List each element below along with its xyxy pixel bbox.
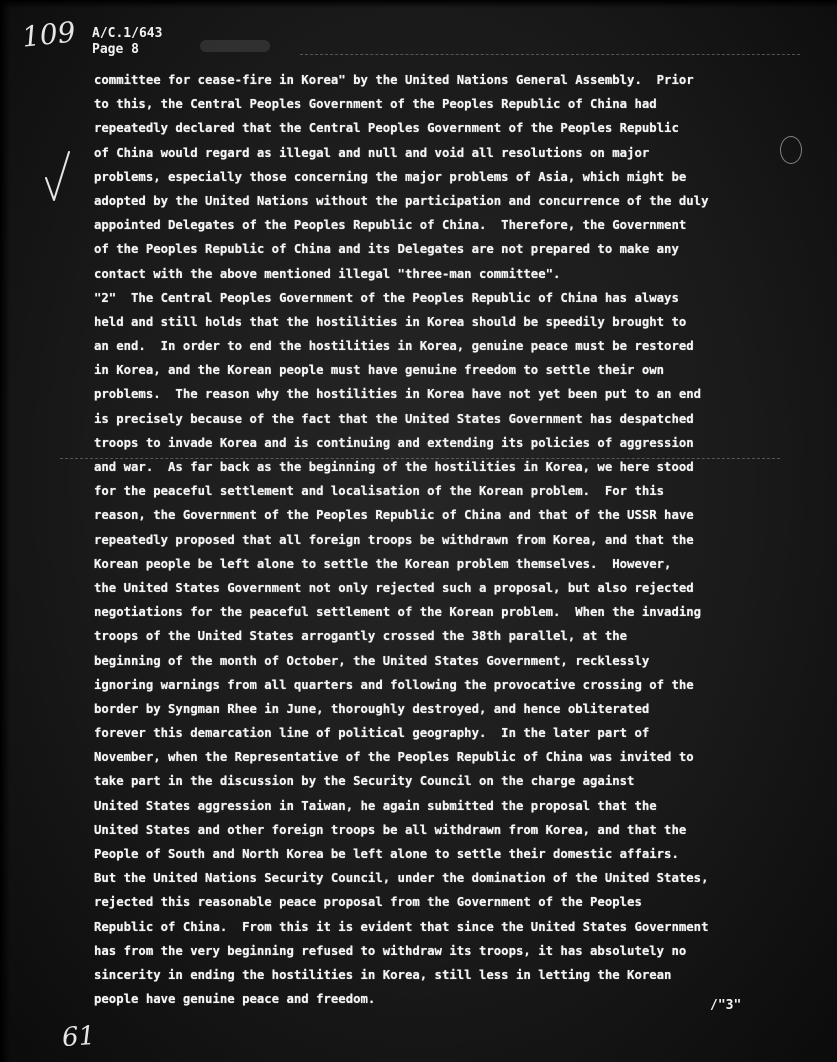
text-line: has from the very beginning refused to withdraw its troops, it has absolutely no — [94, 943, 687, 958]
text-line: to this, the Central Peoples Government of the Peoples Republic of China had — [94, 97, 657, 112]
text-line: repeatedly declared that the Central Peoples Government of the Peoples Republic — [94, 121, 679, 136]
text-line: ignoring warnings from all quarters and following the provocative crossing of the — [94, 677, 694, 692]
text-line: of the Peoples Republic of China and its Delegates are not prepared to make any — [94, 242, 679, 257]
text-line: an end. In order to end the hostilities in Korea, genuine peace must be restored — [94, 339, 694, 354]
text-line: problems, especially those concerning the major problems of Asia, which might be — [94, 169, 687, 184]
text-line: is precisely because of the fact that the United States Government has despatched — [94, 411, 694, 426]
text-line: problems. The reason why the hostilities in Korea have not yet been put to an end — [94, 387, 702, 402]
page-label: Page 8 — [92, 42, 139, 57]
scan-artifact-line — [300, 54, 800, 56]
ink-smudge — [200, 40, 270, 52]
text-line: adopted by the United Nations without the participation and concurrence of the duly — [94, 193, 709, 208]
text-line: Republic of China. From this it is evident that since the United States Government — [94, 919, 709, 934]
text-line: appointed Delegates of the Peoples Republic of China. Therefore, the Government — [94, 218, 687, 233]
text-line: But the United Nations Security Council, under the domination of the United States, — [94, 871, 709, 886]
handwritten-folio-number: 109 — [20, 15, 78, 54]
text-line: in Korea, and the Korean people must have genuine freedom to settle their own — [94, 363, 665, 378]
text-line: rejected this reasonable peace proposal from the Government of the Peoples — [94, 895, 642, 910]
text-line: the United States Government not only rejected such a proposal, but also rejected — [94, 580, 694, 595]
text-line: repeatedly proposed that all foreign troops be withdrawn from Korea, and that the — [94, 532, 694, 547]
text-line: for the peaceful settlement and localisation of the Korean problem. For this — [94, 484, 665, 499]
text-line: beginning of the month of October, the United States Government, recklessly — [94, 653, 650, 668]
text-line: negotiations for the peaceful settlement of the Korean problem. When the invading — [94, 605, 702, 620]
handwritten-check-mark-icon — [42, 148, 72, 204]
text-line: held and still holds that the hostilities in Korea should be speedily brought to — [94, 314, 687, 329]
text-line: border by Syngman Rhee in June, thoroughly destroyed, and hence obliterated — [94, 701, 650, 716]
document-symbol: A/C.1/643 — [92, 26, 163, 41]
scan-edge-top — [0, 0, 837, 8]
text-line: sincerity in ending the hostilities in Korea, still less in letting the Korean — [94, 967, 672, 982]
text-line: November, when the Representative of the Peoples Republic of China was invited to — [94, 750, 694, 765]
text-line: troops to invade Korea and is continuing and extending its policies of aggression — [94, 435, 694, 450]
text-line: People of South and North Korea be left alone to settle their domestic affairs. — [94, 847, 679, 861]
text-line: contact with the above mentioned illegal "three-man committee". — [94, 266, 561, 281]
text-line: committee for cease-fire in Korea" by the United Nations General Assembly. Prior — [94, 73, 694, 87]
text-line: take part in the discussion by the Security Council on the charge against — [94, 774, 635, 789]
text-line: "2" The Central Peoples Government of the Peoples Republic of China has always — [94, 290, 679, 305]
text-line: and war. As far back as the beginning of the hostilities in Korea, we here stood — [94, 460, 694, 474]
scan-edge-left — [0, 0, 10, 1062]
document-header — [92, 26, 162, 58]
text-line: United States aggression in Taiwan, he again submitted the proposal that the — [94, 798, 657, 813]
text-line: reason, the Government of the Peoples Republic of China and that of the USSR have — [94, 508, 694, 523]
body-text — [94, 68, 794, 1011]
continuation-marker: /"3" — [710, 998, 742, 1013]
text-line: forever this demarcation line of political geography. In the later part of — [94, 726, 650, 741]
text-line: of China would regard as illegal and null and void all resolutions on major — [94, 145, 650, 160]
handwritten-bottom-mark: 61 — [60, 1020, 97, 1054]
text-line: troops of the United States arrogantly crossed the 38th parallel, at the — [94, 629, 628, 644]
text-line: United States and other foreign troops be all withdrawn from Korea, and that the — [94, 822, 687, 837]
text-line: people have genuine peace and freedom. — [94, 992, 376, 1007]
text-line: Korean people be left alone to settle the Korean problem themselves. However, — [94, 556, 672, 571]
